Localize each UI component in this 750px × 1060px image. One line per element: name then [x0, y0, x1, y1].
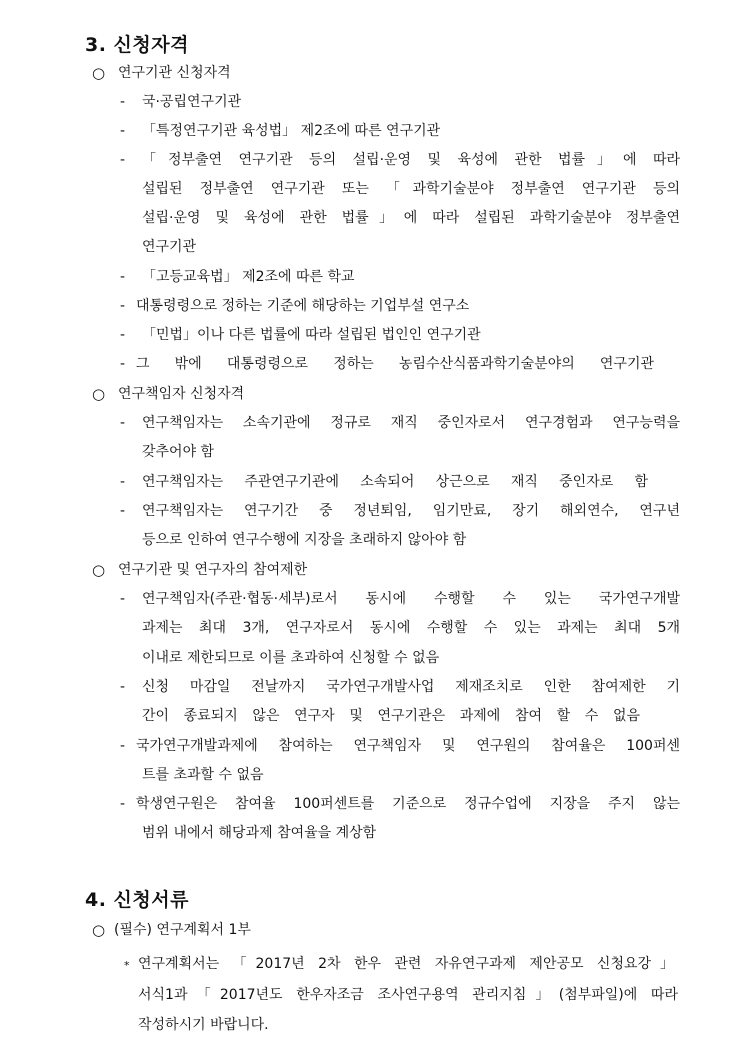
required-document-item: (필수) 연구계획서 1부	[114, 922, 251, 938]
list-item-line: 국·공립연구기관	[142, 94, 242, 110]
list-item-line: 연구책임자는 소속기관에 정규로 재직 중인자로서 연구경험과 연구능력을	[142, 415, 680, 431]
dash-marker: -	[120, 738, 126, 754]
list-item-line: 「정부출연 연구기관 등의 설립·운영 및 육성에 관한 법률」에 따라	[142, 152, 680, 168]
list-item-line: 범위 내에서 해당과제 참여율을 계상함	[142, 825, 377, 841]
list-item-line: 설립된 정부출연 연구기관 또는 「과학기술분야 정부출연 연구기관 등의	[142, 181, 680, 197]
note-line: 서식1과「2017년도 한우자조금 조사연구용역 관리지침」(첨부파일)에 따라	[138, 987, 678, 1003]
list-item-line: 과제는 최대 3개, 연구자로서 동시에 수행할 수 있는 과제는 최대 5개	[142, 620, 680, 636]
dash-marker: -	[120, 327, 126, 343]
dash-marker: -	[120, 298, 126, 314]
list-item-line: 연구책임자는 연구기간 중 정년퇴임, 임기만료, 장기 해외연수, 연구년	[142, 503, 680, 519]
dash-marker: -	[120, 356, 126, 372]
list-item-line: 그 밖에 대통령령으로 정하는 농림수산식품과학기술분야의 연구기관	[136, 356, 654, 372]
list-item-line: 학생연구원은 참여율 100퍼센트를 기준으로 정규수업에 지장을 주지 않는	[136, 796, 680, 812]
list-item-line: 트를 초과할 수 없음	[142, 767, 264, 783]
section-4-heading: 4. 신청서류	[85, 889, 189, 911]
list-item-line: 대통령령으로 정하는 기준에 해당하는 기업부설 연구소	[136, 298, 470, 314]
dash-marker: -	[120, 152, 126, 168]
bullet-marker: ○	[92, 561, 106, 579]
list-item-line: 연구책임자는 주관연구기관에 소속되어 상근으로 재직 중인자로 함	[142, 474, 648, 490]
list-item-line: 간이 종료되지 않은 연구자 및 연구기관은 과제에 참여 할 수 없음	[142, 708, 640, 724]
bullet-marker: ○	[92, 64, 106, 82]
list-item-line: 「고등교육법」 제2조에 따른 학교	[142, 269, 355, 285]
list-item-line: 연구기관	[142, 239, 197, 255]
note-line: 작성하시기 바랍니다.	[138, 1017, 269, 1033]
dash-marker: -	[120, 123, 126, 139]
note-line: 연구계획서는 「2017년 2차 한우 관련 자유연구과제 제안공모 신청요강」	[138, 956, 674, 972]
list-item-line: 연구책임자(주관·협동·세부)로서 동시에 수행할 수 있는 국가연구개발	[142, 591, 680, 607]
list-item-line: 신청 마감일 전날까지 국가연구개발사업 제재조치로 인한 참여제한 기	[142, 679, 680, 695]
group-title-restriction: 연구기관 및 연구자의 참여제한	[118, 562, 308, 578]
bullet-marker: ○	[92, 921, 106, 939]
list-item-line: 이내로 제한되므로 이를 초과하여 신청할 수 없음	[142, 650, 440, 666]
dash-marker: -	[120, 591, 126, 607]
section-3-heading: 3. 신청자격	[85, 34, 189, 56]
dash-marker: -	[120, 679, 126, 695]
list-item-line: 「특정연구기관 육성법」 제2조에 따른 연구기관	[142, 123, 441, 139]
list-item-line: 등으로 인하여 연구수행에 지장을 초래하지 않아야 함	[142, 532, 467, 548]
list-item-line: 설립·운영 및 육성에 관한 법률」에 따라 설립된 과학기술분야 정부출연	[142, 210, 680, 226]
list-item-line: 「민법」이나 다른 법률에 따라 설립된 법인인 연구기관	[142, 327, 481, 343]
group-title-institution: 연구기관 신청자격	[118, 65, 231, 81]
note-marker: *	[124, 959, 130, 972]
dash-marker: -	[120, 415, 126, 431]
list-item-line: 국가연구개발과제에 참여하는 연구책임자 및 연구원의 참여율은 100퍼센	[136, 738, 680, 754]
dash-marker: -	[120, 269, 126, 285]
bullet-marker: ○	[92, 385, 106, 403]
group-title-researcher: 연구책임자 신청자격	[118, 386, 245, 402]
list-item-line: 갖추어야 함	[142, 444, 215, 460]
dash-marker: -	[120, 474, 126, 490]
dash-marker: -	[120, 796, 126, 812]
dash-marker: -	[120, 503, 126, 519]
dash-marker: -	[120, 94, 126, 110]
